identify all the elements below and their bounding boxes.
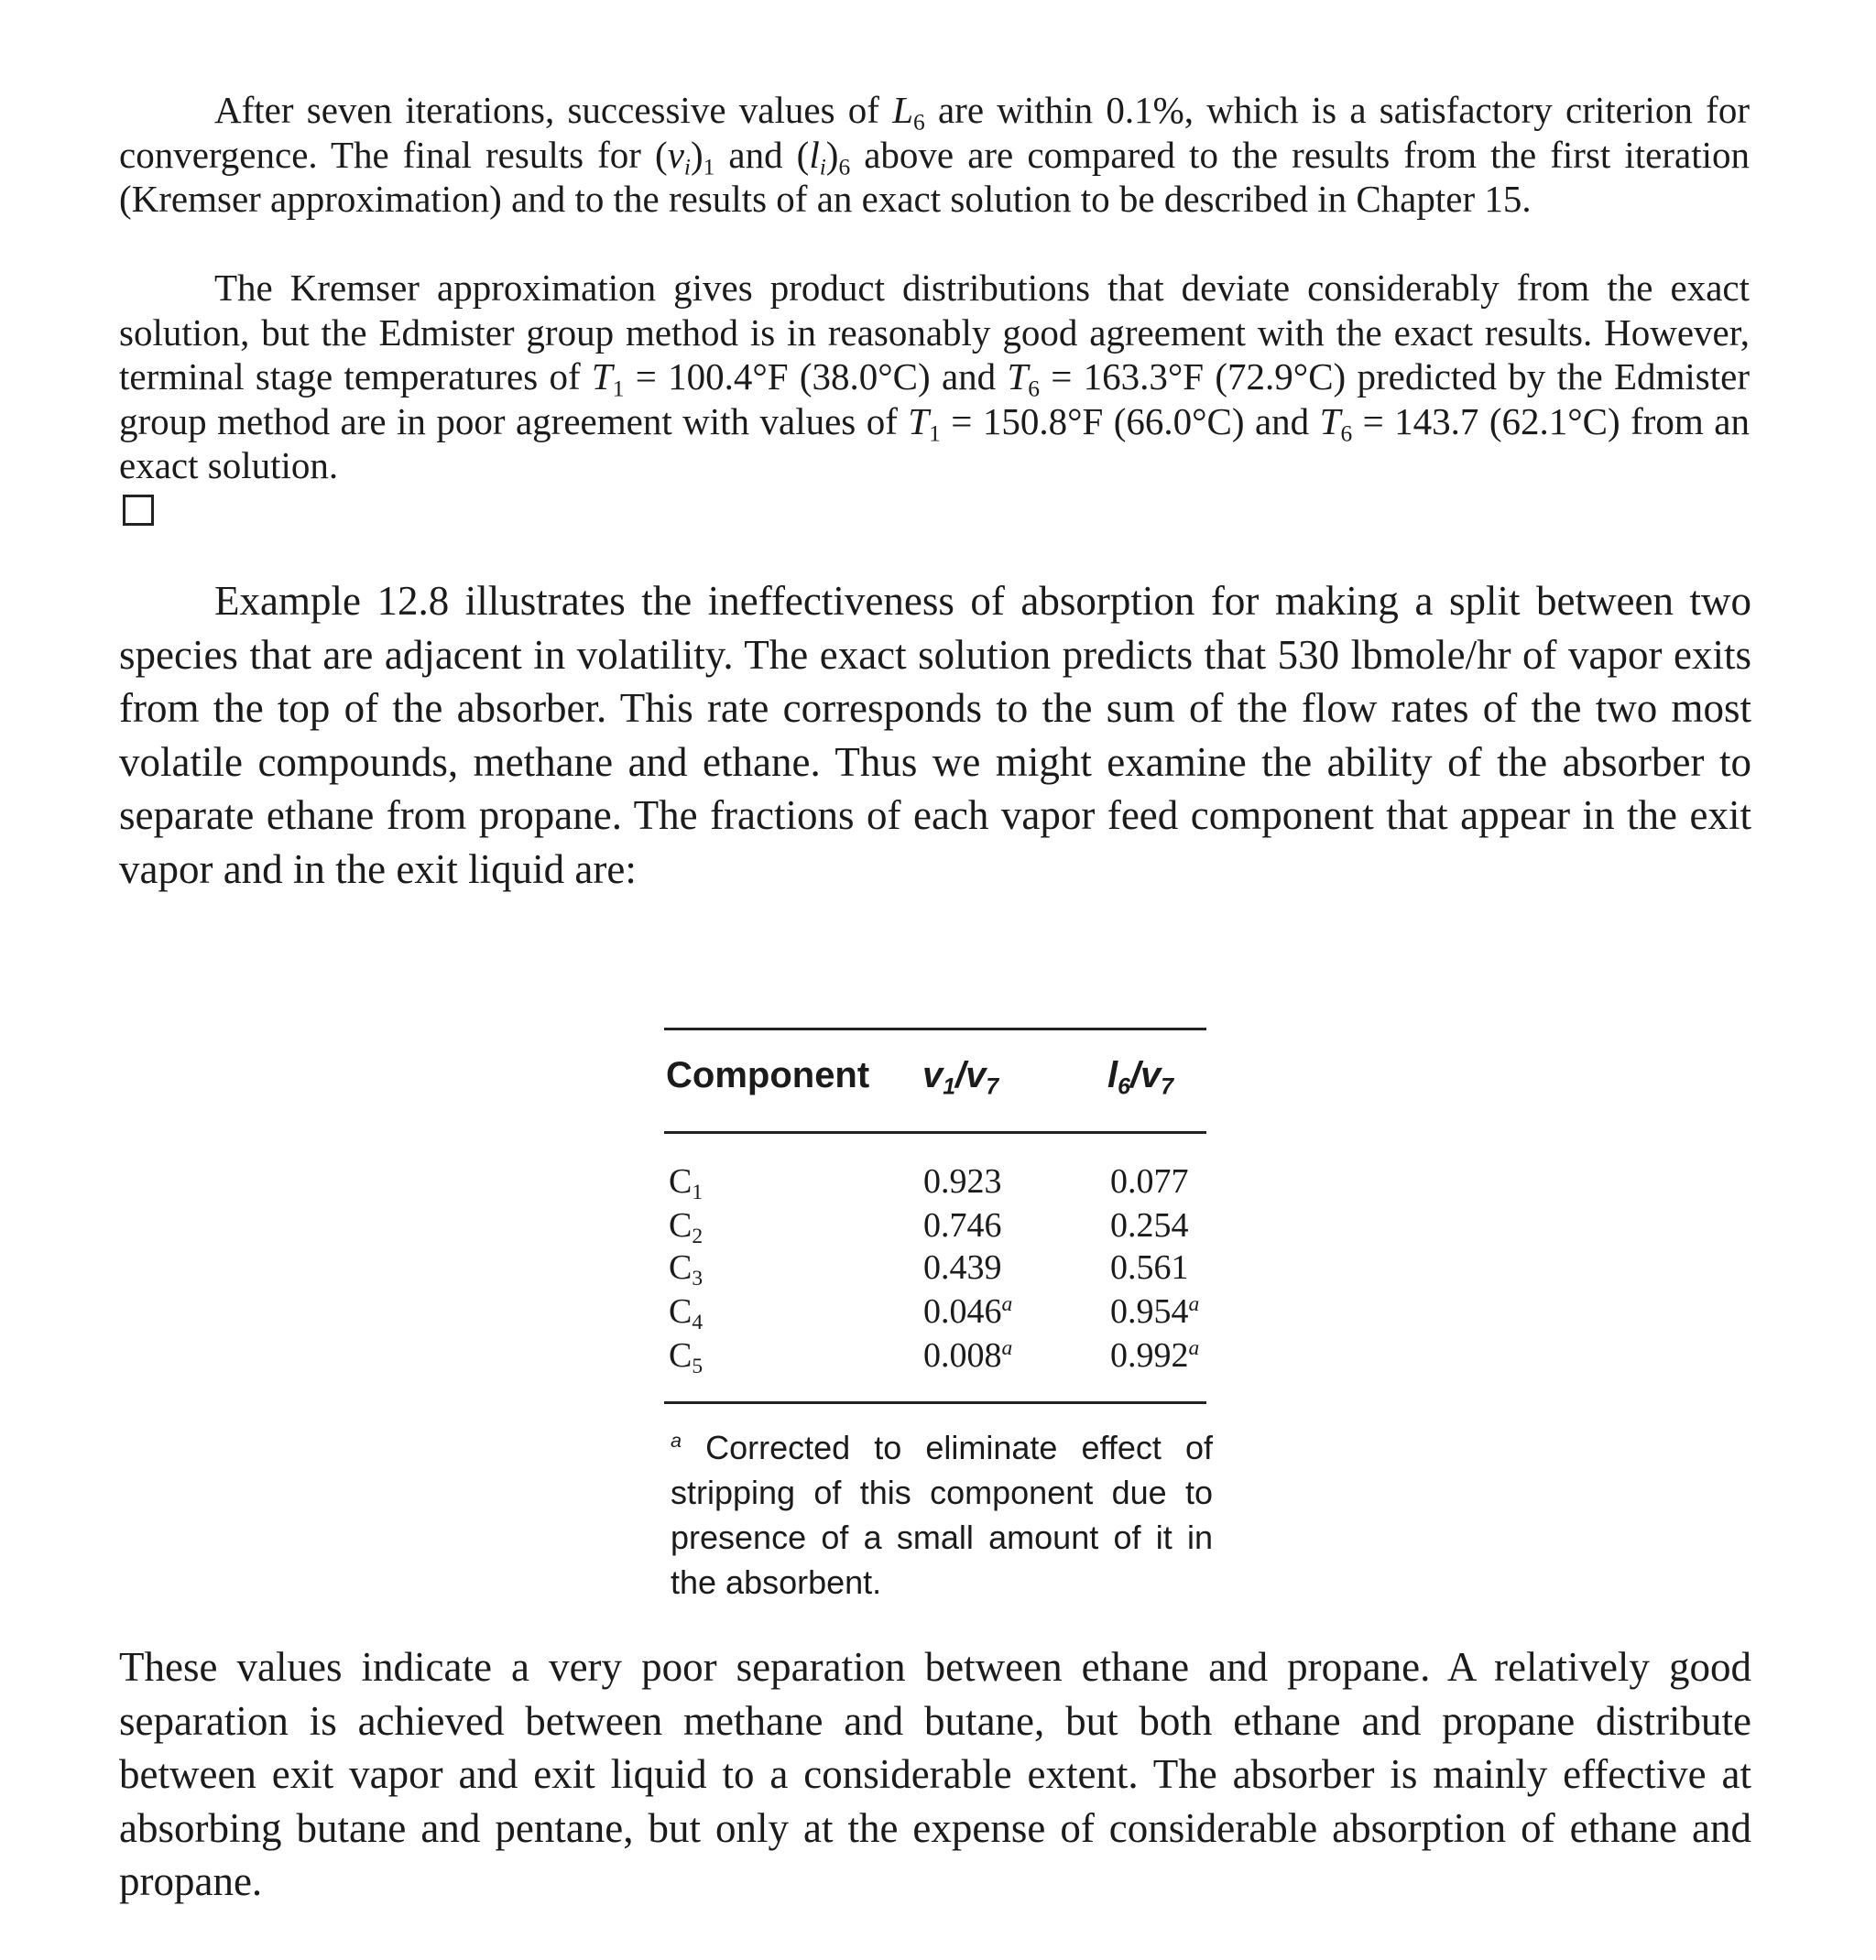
header-liquid-fraction: $l_6/v_7$ (1107, 1055, 1174, 1100)
row-liquid-fraction: 0.954$^a$ (1110, 1292, 1200, 1331)
row-vapor-fraction: 0.439 (923, 1248, 1002, 1287)
row-vapor-fraction: 0.046$^a$ (923, 1292, 1013, 1331)
row-liquid-fraction: 0.992$^a$ (1110, 1336, 1200, 1375)
row-component: $C_5$ (669, 1336, 704, 1379)
paragraph-separation-conclusion: These values indicate a very poor separation between ethane and propane. A relatively good separation is achieved between methane and butane, but both ethane and propane distribute between exit vapor and exit liquid to a considerable extent. The absorber is mainly effective at absorbing butane and pentane, but only at the expense of considerable absorption of ethane and propane. (119, 1644, 1751, 1904)
header-component: Component (666, 1055, 870, 1095)
paragraph-iterations: After seven iterations, successive values of $L_6$ are within 0.1%, which is a satisfactory criterion for convergence. The final results for $(v_i)_1$ and $(l_i)_6$ above are compared to the results from the first iteration (Kremser approximation) and to the results of an exact solution to be described in Chapter 15. (119, 89, 1750, 220)
end-of-example-square-icon (123, 495, 154, 526)
header-vapor-fraction: $v_1/v_7$ (922, 1055, 999, 1100)
row-component: $C_3$ (669, 1248, 704, 1291)
row-component: $C_2$ (669, 1206, 704, 1249)
paragraph-kremser-comparison: The Kremser approximation gives product distributions that deviate considerably from the exact solution, but the Edmister group method is in reasonably good agreement with the exact results. However, terminal stage temperatures of $T_1 = 100.4^\circ F$ (38.0°C) and $T_6 = 163.3^\circ F$ (72.9°C) predicted by the Edmister group method are in poor agreement with values of $T_1 = 150.8^\circ F$ (66.0°C) and $T_6 = 143.7$ (62.1°C) from an exact solution. (119, 267, 1750, 486)
table-header-rule (664, 1131, 1206, 1134)
table-footnote: $^a$ Corrected to eliminate effect of stripping of this component due to presence of a small amount of it in the absorbent. (671, 1429, 1213, 1601)
row-vapor-fraction: 0.923 (923, 1162, 1002, 1201)
row-vapor-fraction: 0.746 (923, 1206, 1002, 1245)
row-component: $C_4$ (669, 1292, 704, 1335)
paragraph-example-discussion: Example 12.8 illustrates the ineffectiveness of absorption for making a split between two species that are adjacent in volatility. The exact solution predicts that 530 lbmole/hr of vapor exits from the top of the absorber. This rate corresponds to the sum of the flow rates of the two most volatile compounds, methane and ethane. Thus we might examine the ability of the absorber to separate ethane from propane. The fractions of each vapor feed component that appear in the exit vapor and in the exit liquid are: (119, 578, 1751, 892)
row-liquid-fraction: 0.561 (1110, 1248, 1189, 1287)
table-top-rule (664, 1028, 1206, 1030)
row-liquid-fraction: 0.077 (1110, 1162, 1189, 1201)
row-vapor-fraction: 0.008$^a$ (923, 1336, 1013, 1375)
row-component: $C_1$ (669, 1162, 704, 1205)
table-bottom-rule (664, 1401, 1206, 1404)
row-liquid-fraction: 0.254 (1110, 1206, 1189, 1245)
